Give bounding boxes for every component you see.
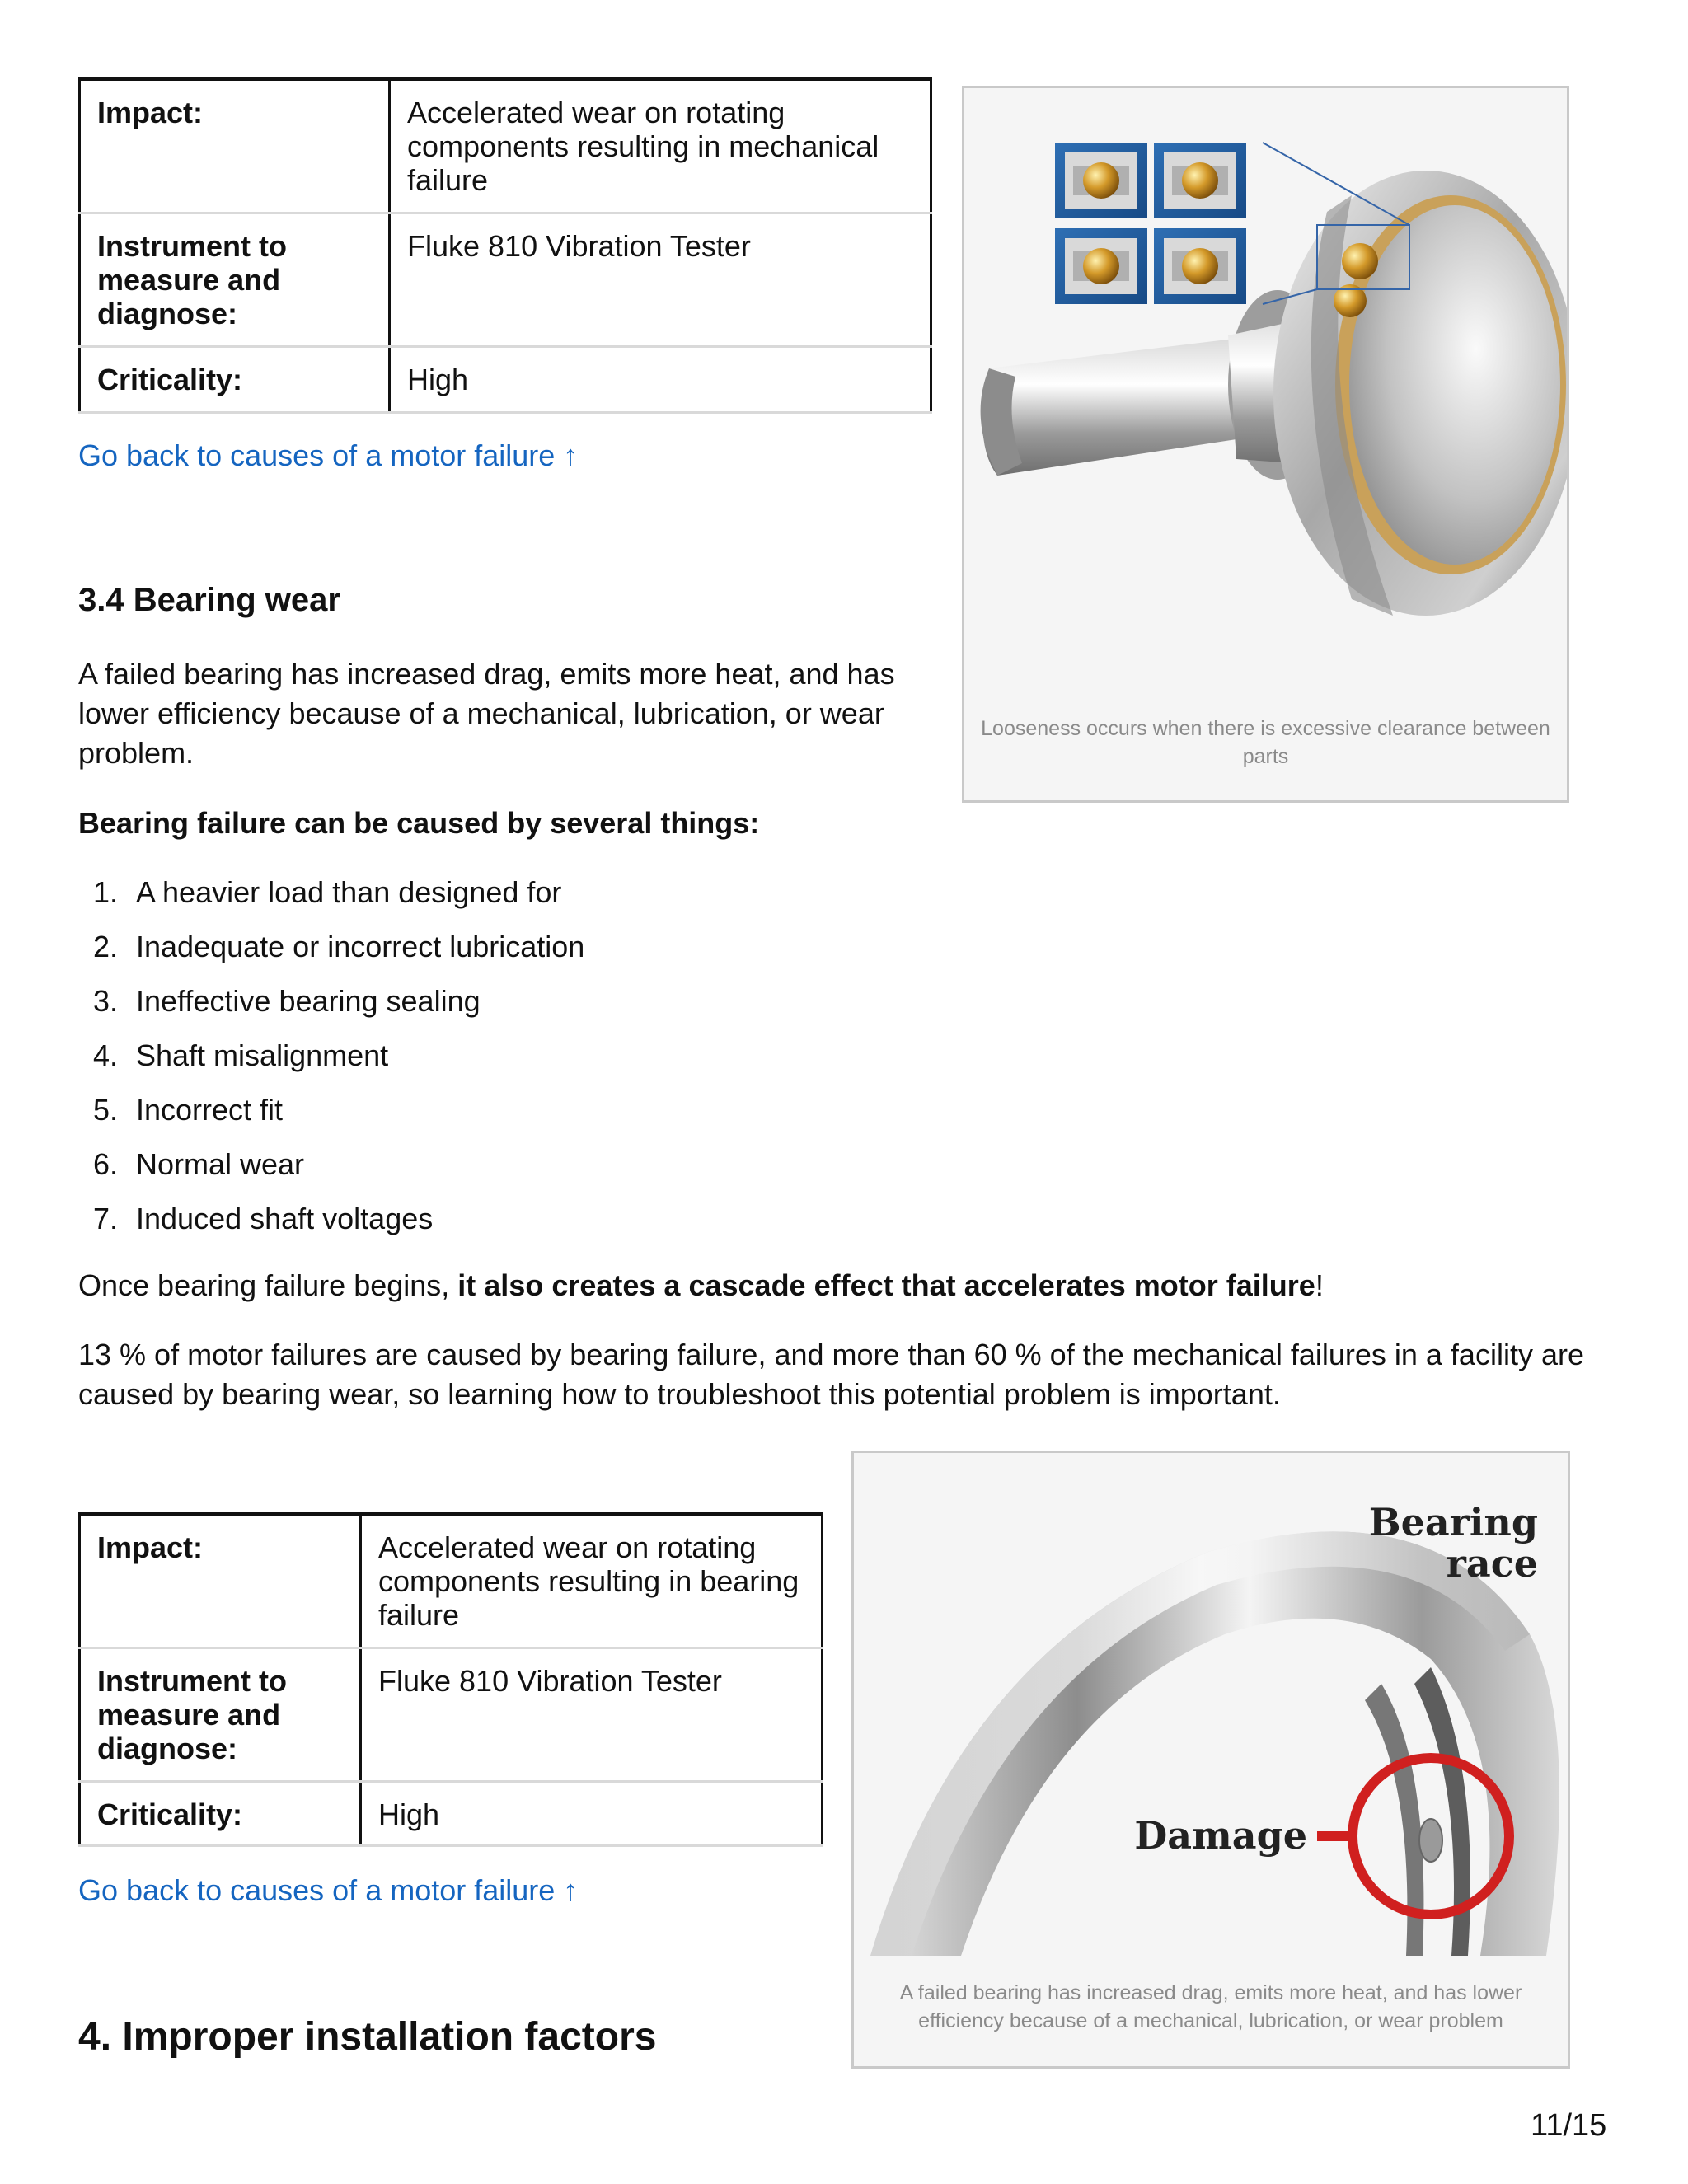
table-label: Instrument to measure and diagnose: (80, 213, 390, 347)
causes-list (78, 875, 584, 1256)
table-label: Instrument to measure and diagnose: (80, 1648, 361, 1782)
table-row (80, 1648, 823, 1782)
figure-bearing-race (851, 1451, 1570, 2069)
table-value: Accelerated wear on rotating components resulting in bearing failure (361, 1514, 823, 1648)
bearing-looseness-illustration (964, 88, 1567, 715)
figure-looseness (962, 86, 1569, 803)
tile-grid (1055, 143, 1246, 304)
table-value: Fluke 810 Vibration Tester (361, 1648, 823, 1782)
section-heading: 4. Improper installation factors (78, 2015, 657, 2059)
list-number: 2. (92, 930, 118, 963)
bearing-race-label-line1: Bearing (1368, 1500, 1538, 1544)
list-number: 1. (92, 875, 118, 909)
list-number: 7. (92, 1202, 118, 1235)
list-number: 3. (92, 984, 118, 1018)
spec-table-looseness (78, 77, 932, 414)
spec-table-bearing (78, 1512, 823, 1847)
list-item (78, 984, 584, 1038)
table-label: Criticality: (80, 1782, 361, 1846)
cascade-paragraph (78, 1266, 1578, 1305)
list-item (78, 930, 584, 984)
list-text: Ineffective bearing sealing (136, 984, 481, 1018)
list-text: Shaft misalignment (136, 1038, 389, 1072)
list-item (78, 1202, 584, 1256)
cascade-prefix: Once bearing failure begins, (78, 1268, 458, 1302)
cascade-emphasis: it also creates a cascade effect that accelerates motor failure (457, 1268, 1315, 1302)
list-text: Induced shaft voltages (136, 1202, 434, 1235)
table-row (80, 1782, 823, 1846)
table-row (80, 79, 931, 213)
table-value: High (361, 1782, 823, 1846)
back-to-causes-link[interactable]: Go back to causes of a motor failure ↑ (78, 438, 579, 472)
cascade-suffix: ! (1315, 1268, 1324, 1302)
list-item (78, 1093, 584, 1147)
causes-heading: Bearing failure can be caused by several things: (78, 806, 760, 840)
bearing-race-label-line2: race (1446, 1541, 1538, 1586)
table-label: Impact: (80, 79, 390, 213)
table-value: High (390, 347, 931, 413)
table-value: Fluke 810 Vibration Tester (390, 213, 931, 347)
bearing-race-illustration (854, 1453, 1568, 1980)
list-number: 4. (92, 1038, 118, 1072)
list-item (78, 875, 584, 930)
intro-paragraph: A failed bearing has increased drag, emits more heat, and has lower efficiency because of a mechanical, lubrication, or wear problem. (78, 657, 895, 770)
page-number: 11/15 (1531, 2108, 1607, 2143)
table-label: Impact: (80, 1514, 361, 1648)
list-number: 6. (92, 1147, 118, 1181)
list-item (78, 1038, 584, 1093)
list-number: 5. (92, 1093, 118, 1127)
damage-label: Damage (1134, 1813, 1307, 1858)
table-label: Criticality: (80, 347, 390, 413)
list-text: A heavier load than designed for (136, 875, 562, 909)
table-row (80, 347, 931, 413)
table-row (80, 213, 931, 347)
figure-caption: Looseness occurs when there is excessive clearance between parts (981, 717, 1550, 768)
list-text: Incorrect fit (136, 1093, 284, 1127)
table-value: Accelerated wear on rotating components resulting in mechanical failure (390, 79, 931, 213)
figure-caption: A failed bearing has increased drag, emits more heat, and has lower efficiency because of a mechanical, lubrication, or wear problem (899, 1981, 1522, 2032)
table-row (80, 1514, 823, 1648)
list-item (78, 1147, 584, 1202)
stats-paragraph: 13 % of motor failures are caused by bearing failure, and more than 60 % of the mechanical failures in a facility are caused by bearing wear, so learning how to troubleshoot this potential problem is important. (78, 1338, 1584, 1411)
section-heading: 3.4 Bearing wear (78, 582, 340, 618)
list-text: Inadequate or incorrect lubrication (136, 930, 585, 963)
list-text: Normal wear (136, 1147, 305, 1181)
back-to-causes-link[interactable]: Go back to causes of a motor failure ↑ (78, 1873, 579, 1907)
